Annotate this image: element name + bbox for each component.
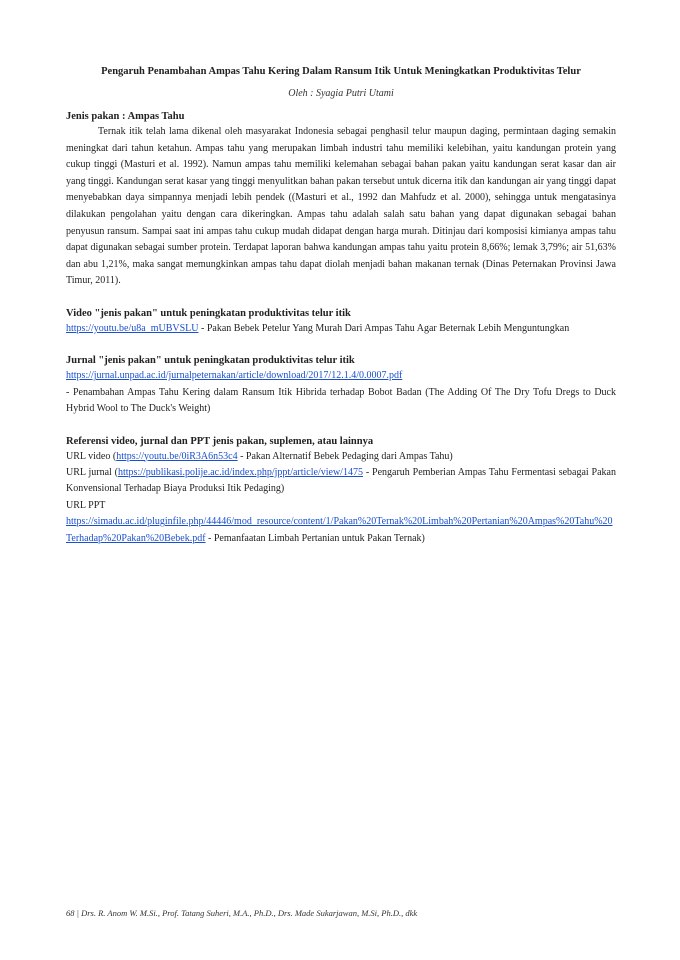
- referensi-section: [66, 434, 616, 547]
- ref-ppt-description: - Pemanfaatan Limbah Pertanian untuk Pakan Ternak): [205, 532, 425, 544]
- video-section: [66, 306, 616, 337]
- section-heading-jurnal: Jurnal "jenis pakan" untuk peningkatan produktivitas telur itik: [66, 355, 355, 367]
- video-description: - Pakan Bebek Petelur Yang Murah Dari Ampas Tahu Agar Beternak Lebih Menguntungkan: [198, 322, 570, 334]
- ref-video-link[interactable]: https://youtu.be/0iR3A6n53c4: [116, 450, 238, 462]
- jurnal-link-line: [66, 368, 616, 384]
- ref-jurnal-description: - Pengaruh Pemberian Ampas Tahu Fermentasi sebagai Pakan Konvensional Terhadap Biaya Produksi Itik Pedaging): [66, 466, 616, 495]
- ref-jurnal-line: [66, 465, 616, 498]
- ref-jurnal-link[interactable]: https://publikasi.polije.ac.id/index.php/jppt/article/view/1475: [118, 466, 363, 478]
- body-paragraph: Ternak itik telah lama dikenal oleh masyarakat Indonesia sebagai penghasil telur maupun daging, permintaan daging semakin meningkat dari tahun ketahun. Ampas tahu yang merupakan limbah industri tahu memiliki kelebihan, yaitu kandungan protein yang cukup tinggi (Masturi et al. 1992). Namun ampas tahu memiliki kelemahan sebagai bahan pakan yaitu kandungan serat kasar dan air yang tinggi. Kandungan serat kasar yang tinggi menyulitkan bahan pakan tersebut untuk dicerna itik dan kandungan air yang tinggi dapat menyebabkan daya simpannya menjadi lebih pendek ((Masturi et al., 1992 dan Mahfudz et al. 2000), sehingga untuk mengatasinya dilakukan pengolahan yaitu dengan cara dikeringkan. Ampas tahu adalah salah satu bahan yang dapat digunakan sebagai bahan penyusun ransum. Sampai saat ini ampas tahu cukup mudah didapat dengan harga murah. Ditinjau dari komposisi kimianya ampas tahu dapat digunakan sebagai sumber protein. Terdapat laporan bahwa kandungan ampas tahu yaitu protein 8,66%; lemak 3,79%; air 51,63% dan abu 1,21%, maka sangat memungkinkan ampas tahu dapat diolah menjadi bahan makanan ternak (Dinas Peternakan Provinsi Jawa Timur, 2011).: [66, 126, 616, 287]
- ref-ppt-label: URL PPT: [66, 499, 106, 511]
- document-page: [66, 64, 616, 547]
- ref-video-line: [66, 449, 616, 465]
- ref-ppt-line: [66, 514, 616, 547]
- ref-ppt-link[interactable]: https://simadu.ac.id/pluginfile.php/44446/mod_resource/content/1/Pakan%20Ternak%20Limbah%20Pertanian%20Ampas%20Tahu%20Terhadap%20Pakan%20Bebek.pdf: [66, 516, 613, 544]
- video-link[interactable]: https://youtu.be/u8a_mUBVSLU: [66, 322, 199, 334]
- section-heading-jenis-pakan: Jenis pakan : Ampas Tahu: [66, 111, 185, 122]
- ref-video-label: URL video (: [66, 450, 117, 462]
- jurnal-section: [66, 353, 616, 417]
- section-heading-referensi: Referensi video, jurnal dan PPT jenis pakan, suplemen, atau lainnya: [66, 435, 374, 447]
- document-title: Pengaruh Penambahan Ampas Tahu Kering Dalam Ransum Itik Untuk Meningkatkan Produktivitas Telur: [101, 66, 581, 77]
- ref-jurnal-label: URL jurnal (: [66, 466, 118, 478]
- section-heading-video: Video "jenis pakan" untuk peningkatan produktivitas telur itik: [66, 307, 351, 319]
- ref-video-description: - Pakan Alternatif Bebek Pedaging dari Ampas Tahu): [237, 450, 453, 462]
- jurnal-link[interactable]: https://jurnal.unpad.ac.id/jurnalpeternakan/article/download/2017/12.1.4/0.0007.pdf: [66, 370, 403, 382]
- author-line: Oleh : Syagia Putri Utami: [288, 88, 394, 99]
- video-reference: [66, 321, 616, 337]
- page-footer: 68 | Drs. R. Anom W. M.Si., Prof. Tatang Suheri, M.A., Ph.D., Drs. Made Sukarjawan, M.Si, Ph.D., dkk: [66, 908, 418, 918]
- jurnal-description: - Penambahan Ampas Tahu Kering dalam Ransum Itik Hibrida terhadap Bobot Badan (The Adding Of The Dry Tofu Dregs to Duck Hybrid Wool to The Duck's Weight): [66, 386, 616, 415]
